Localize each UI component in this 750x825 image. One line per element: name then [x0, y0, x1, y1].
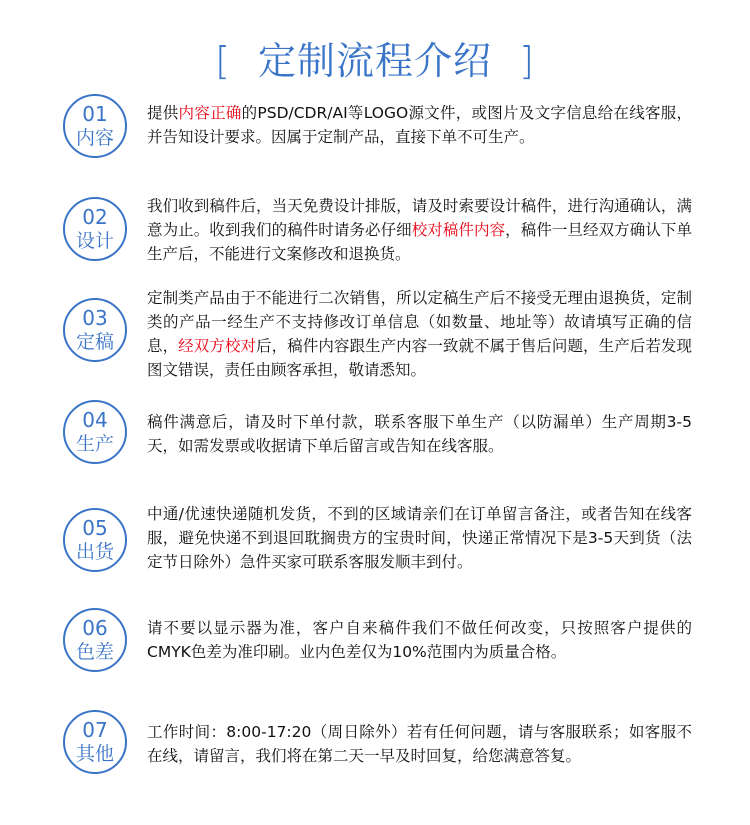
step-description — [147, 720, 692, 768]
desc-highlight: 经双方校对 — [178, 337, 257, 355]
step-number: 03 — [82, 306, 108, 330]
step-badge — [63, 608, 127, 672]
step-badge — [63, 508, 127, 572]
step-description — [147, 616, 692, 664]
desc-highlight: 校对稿件内容 — [411, 221, 506, 239]
step-name: 出货 — [75, 541, 114, 563]
step-name: 生产 — [75, 433, 114, 455]
title-bracket-open: [ — [215, 39, 231, 83]
desc-text: 工作时间：8:00-17:20（周日除外）若有任何问题，请与客服联系；如客服不在线，请留言，我们将在第二天一早及时回复，给您满意答复。 — [147, 723, 692, 765]
step-description — [147, 502, 692, 574]
step-badge — [63, 400, 127, 464]
step-name: 定稿 — [75, 331, 114, 353]
step-description — [147, 410, 692, 458]
desc-text: 稿件满意后，请及时下单付款，联系客服下单生产（以防漏单）生产周期3-5天，如需发票或收据请下单后留言或告知在线客服。 — [147, 413, 692, 455]
desc-text: 的PSD/CDR/AI等LOGO源文件，或图片及文字信息给在线客服，并告知设计要求。因属于定制产品，直接下单不可生产。 — [147, 104, 692, 146]
step-number: 01 — [82, 102, 108, 126]
step-name: 设计 — [75, 230, 114, 252]
step-badge — [63, 197, 127, 261]
step-description — [147, 194, 692, 266]
step-number: 06 — [82, 616, 108, 640]
step-number: 07 — [82, 718, 108, 742]
desc-text: ，稿件一旦经双方确认下单生产后，不能进行文案修改和退换货。 — [147, 221, 692, 263]
desc-text: 提供 — [147, 104, 179, 122]
desc-highlight: 内容正确 — [178, 104, 242, 122]
step-name: 其他 — [75, 743, 114, 765]
title-text: 定制流程介绍 — [257, 39, 492, 83]
step-name: 色差 — [75, 641, 114, 663]
desc-text: 中通/优速快递随机发货，不到的区域请亲们在订单留言备注，或者告知在线客服，避免快递不到退回耽搁贵方的宝贵时间，快递正常情况下是3-5天到货（法定节日除外）急件买家可联系客服发顺丰到付。 — [147, 505, 692, 571]
step-number: 04 — [82, 408, 108, 432]
step-badge — [63, 94, 127, 158]
step-description — [147, 286, 692, 382]
step-badge — [63, 710, 127, 774]
page-title — [0, 30, 750, 85]
step-name: 内容 — [75, 127, 114, 149]
step-description — [147, 101, 692, 149]
desc-text: 我们收到稿件后，当天免费设计排版，请及时索要设计稿件，进行沟通确认，满意为止。收到我们的稿件时请务必仔细 — [147, 197, 692, 239]
step-number: 02 — [82, 205, 108, 229]
desc-text: 请不要以显示器为准，客户自来稿件我们不做任何改变，只按照客户提供的CMYK色差为准印刷。业内色差仅为10%范围内为质量合格。 — [147, 619, 692, 661]
step-number: 05 — [82, 516, 108, 540]
title-bracket-close: ] — [519, 39, 535, 83]
desc-text: 定制类产品由于不能进行二次销售，所以定稿生产后不接受无理由退换货，定制类的产品一经生产不支持修改订单信息（如数量、地址等）故请填写正确的信息， — [147, 289, 692, 355]
step-badge — [63, 298, 127, 362]
desc-text: 后，稿件内容跟生产内容一致就不属于售后问题，生产后若发现图文错误，责任由顾客承担，敬请悉知。 — [147, 337, 692, 379]
